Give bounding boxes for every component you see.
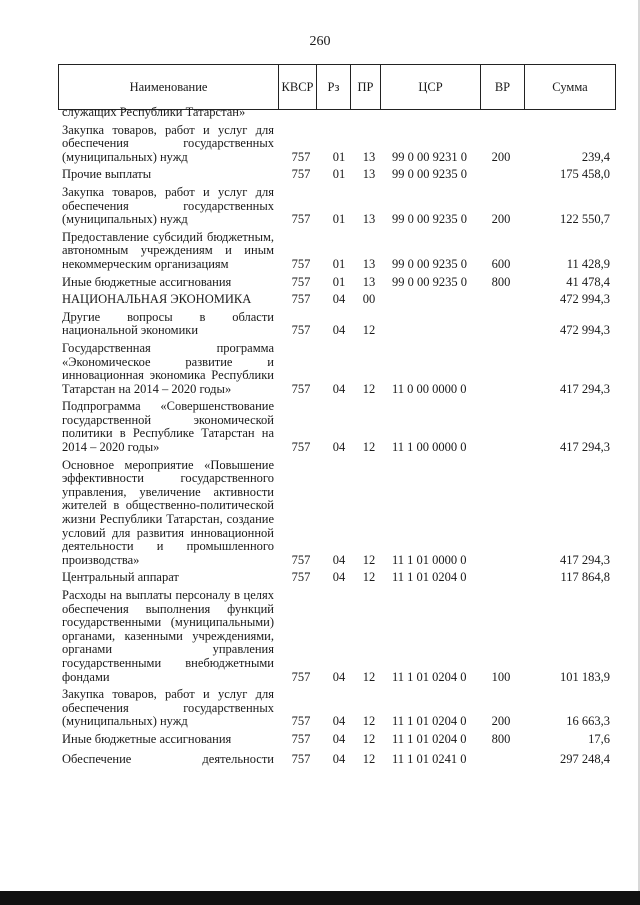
header-vr: ВР	[481, 65, 525, 109]
row-pr: 13	[362, 212, 376, 227]
row-name: Государственная программа «Экономическое развитие и инновационная экономика Республики Татарстан на 2014 – 2020 годы»	[62, 340, 274, 396]
row-pr: 12	[362, 669, 376, 684]
row-name: Обеспечение деятельности	[62, 751, 274, 766]
row-rz: 01	[332, 274, 346, 289]
row-sum: 239,4	[581, 149, 610, 164]
row-rz: 04	[332, 751, 346, 766]
row-kvsr: 757	[291, 274, 311, 289]
row-pr: 13	[362, 256, 376, 271]
row-rz: 04	[332, 440, 346, 455]
row-name: Закупка товаров, работ и услуг для обеспечения государственных (муниципальных) нужд	[62, 184, 274, 227]
row-pr: 12	[362, 570, 376, 585]
row-kvsr: 757	[291, 323, 311, 338]
row-kvsr: 757	[291, 751, 311, 766]
row-name: Иные бюджетные ассигнования	[62, 731, 232, 746]
row-name: Основное мероприятие «Повышение эффективности государственного управления, увеличение активности жителей в общественно-политической жизни Республики Татарстан, создание условий для развития инновационной деятельности и промышленного производства»	[62, 457, 274, 567]
row-pr: 12	[362, 381, 376, 396]
table-row	[62, 186, 616, 227]
row-name: НАЦИОНАЛЬНАЯ ЭКОНОМИКА	[62, 292, 252, 307]
row-vr: 200	[491, 149, 511, 164]
row-rz: 04	[332, 731, 346, 746]
row-rz: 04	[332, 552, 346, 567]
row-kvsr: 757	[291, 570, 311, 585]
table-row	[62, 688, 616, 729]
row-csr: 11 0 00 0000 0	[392, 381, 467, 396]
row-rz: 01	[332, 149, 346, 164]
row-rz: 04	[332, 714, 346, 729]
row-name: Закупка товаров, работ и услуг для обеспечения государственных (муниципальных) нужд	[62, 122, 274, 164]
table-row	[62, 311, 616, 338]
row-pr: 13	[362, 274, 376, 289]
row-sum: 472 994,3	[560, 323, 610, 338]
row-pr: 12	[362, 714, 376, 729]
row-csr: 99 0 00 9235 0	[392, 274, 467, 289]
row-kvsr: 757	[291, 256, 311, 271]
header-kvsr: КВСР	[279, 65, 317, 109]
table-header	[58, 64, 616, 110]
header-csr: ЦСР	[381, 65, 481, 109]
row-sum: 101 183,9	[560, 669, 610, 684]
row-name: Центральный аппарат	[62, 570, 179, 585]
row-name: Иные бюджетные ассигнования	[62, 274, 232, 289]
row-rz: 04	[332, 669, 346, 684]
row-csr: 11 1 01 0204 0	[392, 669, 467, 684]
row-sum: 117 864,8	[560, 570, 610, 585]
row-kvsr: 757	[291, 440, 311, 455]
row-sum: 472 994,3	[560, 292, 610, 307]
table-row	[62, 342, 616, 396]
row-csr: 11 1 00 0000 0	[392, 440, 467, 455]
row-kvsr: 757	[291, 167, 311, 182]
page-number: 260	[309, 34, 331, 49]
table-row	[62, 400, 616, 454]
row-kvsr: 757	[291, 292, 311, 307]
row-vr: 100	[491, 669, 511, 684]
row-kvsr: 757	[291, 552, 311, 567]
table-row	[62, 753, 616, 767]
row-name: Предоставление субсидий бюджетным, автономным учреждениям и иным некоммерческим организациям	[62, 229, 274, 271]
row-name: Расходы на выплаты персоналу в целях обеспечения выполнения функций государственными (муниципальными) органами, казенными учреждениями, органами управления государственными внебюджетными фондами	[62, 588, 274, 684]
row-csr: 99 0 00 9235 0	[392, 167, 467, 182]
table-row	[62, 231, 616, 272]
row-pr: 12	[362, 552, 376, 567]
row-kvsr: 757	[291, 212, 311, 227]
row-kvsr: 757	[291, 381, 311, 396]
row-csr: 11 1 01 0204 0	[392, 570, 467, 585]
table-row	[62, 168, 616, 182]
budget-table-body	[62, 106, 616, 766]
header-pr: ПР	[351, 65, 381, 109]
row-sum: 417 294,3	[560, 440, 610, 455]
header-sum: Сумма	[552, 79, 588, 94]
row-sum: 417 294,3	[560, 381, 610, 396]
row-pr: 13	[362, 167, 376, 182]
row-kvsr: 757	[291, 731, 311, 746]
row-sum: 417 294,3	[560, 552, 610, 567]
row-pr: 12	[362, 323, 376, 338]
row-sum: 175 458,0	[560, 167, 610, 182]
row-csr: 99 0 00 9231 0	[392, 149, 467, 164]
row-csr: 11 1 01 0204 0	[392, 714, 467, 729]
row-rz: 04	[332, 570, 346, 585]
row-sum: 41 478,4	[566, 274, 610, 289]
row-name: служащих Республики Татарстан»	[62, 105, 246, 119]
header-rz: Рз	[317, 65, 351, 109]
row-vr: 800	[491, 274, 511, 289]
row-name: Закупка товаров, работ и услуг для обеспечения государственных (муниципальных) нужд	[62, 687, 274, 729]
row-csr: 11 1 01 0241 0	[392, 751, 467, 766]
row-csr: 11 1 01 0000 0	[392, 552, 467, 567]
row-sum: 16 663,3	[566, 714, 610, 729]
row-name: Другие вопросы в области национальной экономики	[62, 309, 274, 338]
row-sum: 122 550,7	[560, 212, 610, 227]
row-rz: 01	[332, 256, 346, 271]
row-rz: 01	[332, 167, 346, 182]
row-vr: 800	[491, 731, 511, 746]
table-row	[62, 571, 616, 585]
row-pr: 13	[362, 149, 376, 164]
row-sum: 297 248,4	[560, 751, 610, 766]
row-sum: 11 428,9	[566, 256, 610, 271]
table-row	[62, 106, 616, 120]
row-pr: 12	[362, 751, 376, 766]
row-pr: 12	[362, 440, 376, 455]
row-pr: 12	[362, 731, 376, 746]
row-kvsr: 757	[291, 714, 311, 729]
row-kvsr: 757	[291, 669, 311, 684]
row-name: Прочие выплаты	[62, 167, 152, 182]
row-csr: 11 1 01 0204 0	[392, 731, 467, 746]
row-name: Подпрограмма «Совершенствование государственной экономической политики в Республике Татарстан на 2014 – 2020 годы»	[62, 399, 274, 455]
row-sum: 17,6	[588, 731, 610, 746]
table-row	[62, 124, 616, 165]
row-rz: 01	[332, 212, 346, 227]
row-kvsr: 757	[291, 149, 311, 164]
table-row	[62, 733, 616, 747]
row-vr: 200	[491, 714, 511, 729]
row-csr: 99 0 00 9235 0	[392, 256, 467, 271]
row-vr: 200	[491, 212, 511, 227]
row-rz: 04	[332, 323, 346, 338]
table-row	[62, 293, 616, 307]
table-row	[62, 276, 616, 290]
scan-bottom-edge	[0, 891, 640, 905]
row-rz: 04	[332, 381, 346, 396]
header-name: Наименование	[59, 65, 279, 109]
row-rz: 04	[332, 292, 346, 307]
row-vr: 600	[491, 256, 511, 271]
row-csr: 99 0 00 9235 0	[392, 212, 467, 227]
row-pr: 00	[362, 292, 376, 307]
table-row	[62, 589, 616, 684]
table-row	[62, 459, 616, 568]
